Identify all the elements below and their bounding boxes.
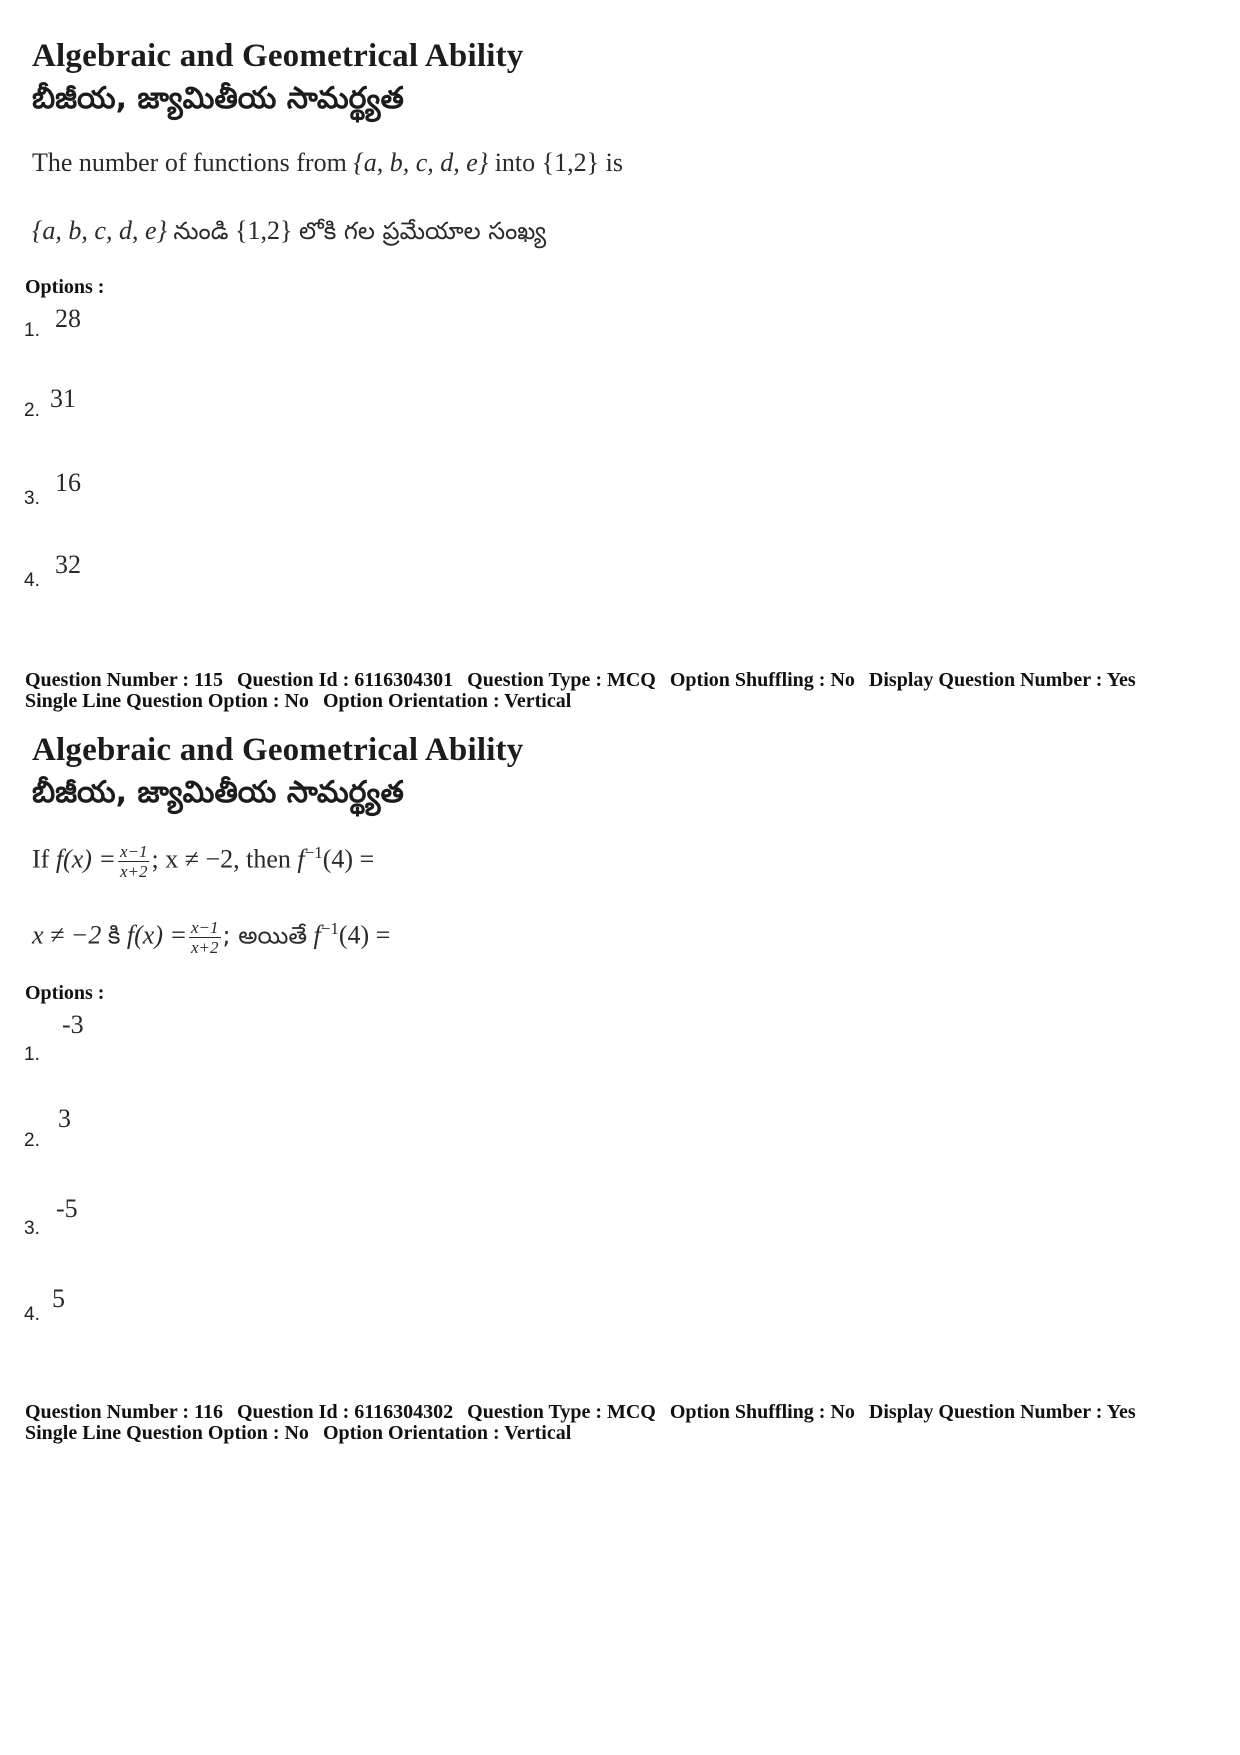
display-question-number: Display Question Number : Yes xyxy=(868,1401,1136,1423)
option-number: 4. xyxy=(24,570,40,591)
option-number: 4. xyxy=(24,1304,40,1325)
option-shuffling: Option Shuffling : No xyxy=(669,1401,855,1423)
section-title-en: Algebraic and Geometrical Ability xyxy=(32,732,524,768)
options-label: Options : xyxy=(25,982,105,1004)
stem-te-suffix: లోకి గల ప్రమేయాల సంఖ్య xyxy=(298,217,547,245)
option-shuffling: Option Shuffling : No xyxy=(669,669,855,691)
single-line-option: Single Line Question Option : No xyxy=(25,690,309,712)
option-number: 2. xyxy=(24,400,40,421)
stem-prefix: The number of functions from xyxy=(32,148,347,177)
option-orientation: Option Orientation : Vertical xyxy=(322,690,572,712)
fraction-denominator: x+2 xyxy=(191,938,219,958)
stem-te-condition: x ≠ −2 xyxy=(32,920,102,950)
option-value: -3 xyxy=(62,1010,84,1039)
stem-if: If xyxy=(32,844,50,874)
stem-fx: f(x) = xyxy=(55,844,116,874)
question-type: Question Type : MCQ xyxy=(467,669,656,691)
section-title-te: బీజీయ, జ్యామితీయ సామర్థ్యత xyxy=(32,81,404,116)
option-number: 3. xyxy=(24,1218,40,1239)
stem-suffix: is xyxy=(605,148,623,177)
question-type: Question Type : MCQ xyxy=(467,1401,656,1423)
question-number: Question Number : 116 xyxy=(25,1401,223,1423)
stem-te-ki: కి xyxy=(107,921,121,950)
question-metadata-116 xyxy=(25,1402,1145,1444)
option-orientation: Option Orientation : Vertical xyxy=(322,1422,572,1444)
stem-te-tail: (4) = xyxy=(338,920,391,950)
stem-tail: (4) = xyxy=(322,844,375,874)
stem-te-set-domain: {a, b, c, d, e} xyxy=(32,216,167,245)
stem-mid: into xyxy=(494,148,536,177)
fraction-numerator: x−1 xyxy=(191,918,219,938)
question-stem-te xyxy=(32,214,546,248)
metadata-line-2 xyxy=(25,691,1145,712)
question-number: Question Number : 115 xyxy=(25,669,223,691)
option-value: 28 xyxy=(55,304,81,333)
display-question-number: Display Question Number : Yes xyxy=(868,669,1136,691)
option-value: -5 xyxy=(56,1194,78,1223)
stem-te-fx: f(x) = xyxy=(126,920,188,950)
option-number: 1. xyxy=(24,320,40,341)
single-line-option: Single Line Question Option : No xyxy=(25,1422,309,1444)
question-stem-en xyxy=(32,836,374,881)
stem-set-domain: {a, b, c, d, e} xyxy=(353,148,489,177)
stem-finv: f xyxy=(297,844,305,874)
section-title-en: Algebraic and Geometrical Ability xyxy=(32,38,524,74)
fraction-denominator: x+2 xyxy=(119,862,148,882)
stem-te-aite: ; అయితే xyxy=(222,921,307,950)
section-title-te: బీజీయ, జ్యామితీయ సామర్థ్యత xyxy=(32,775,404,810)
option-value: 31 xyxy=(50,384,76,413)
option-number: 2. xyxy=(24,1130,40,1151)
metadata-line-1 xyxy=(25,1402,1145,1423)
question-stem-en xyxy=(32,146,623,180)
stem-te-finv: f xyxy=(313,920,321,950)
option-number: 3. xyxy=(24,488,40,509)
stem-te-exponent: −1 xyxy=(320,919,339,938)
stem-te-set-codomain: {1,2} xyxy=(234,216,293,245)
options-label: Options : xyxy=(25,276,105,298)
stem-te-mid: నుండి xyxy=(173,217,229,245)
metadata-line-2 xyxy=(25,1423,1145,1444)
metadata-line-1 xyxy=(25,670,1145,691)
stem-set-codomain: {1,2} xyxy=(541,148,600,177)
question-id: Question Id : 6116304301 xyxy=(236,669,454,691)
fraction xyxy=(189,918,221,957)
option-value: 32 xyxy=(55,550,81,579)
fraction xyxy=(118,842,150,881)
stem-exponent: −1 xyxy=(304,843,323,862)
option-value: 16 xyxy=(55,468,81,497)
stem-condition: ; x ≠ −2, then xyxy=(151,844,291,874)
option-value: 3 xyxy=(58,1104,71,1133)
fraction-numerator: x−1 xyxy=(119,842,148,862)
question-stem-te xyxy=(32,912,390,957)
question-id: Question Id : 6116304302 xyxy=(236,1401,454,1423)
question-metadata-115 xyxy=(25,670,1145,712)
option-value: 5 xyxy=(52,1284,65,1313)
option-number: 1. xyxy=(24,1044,40,1065)
